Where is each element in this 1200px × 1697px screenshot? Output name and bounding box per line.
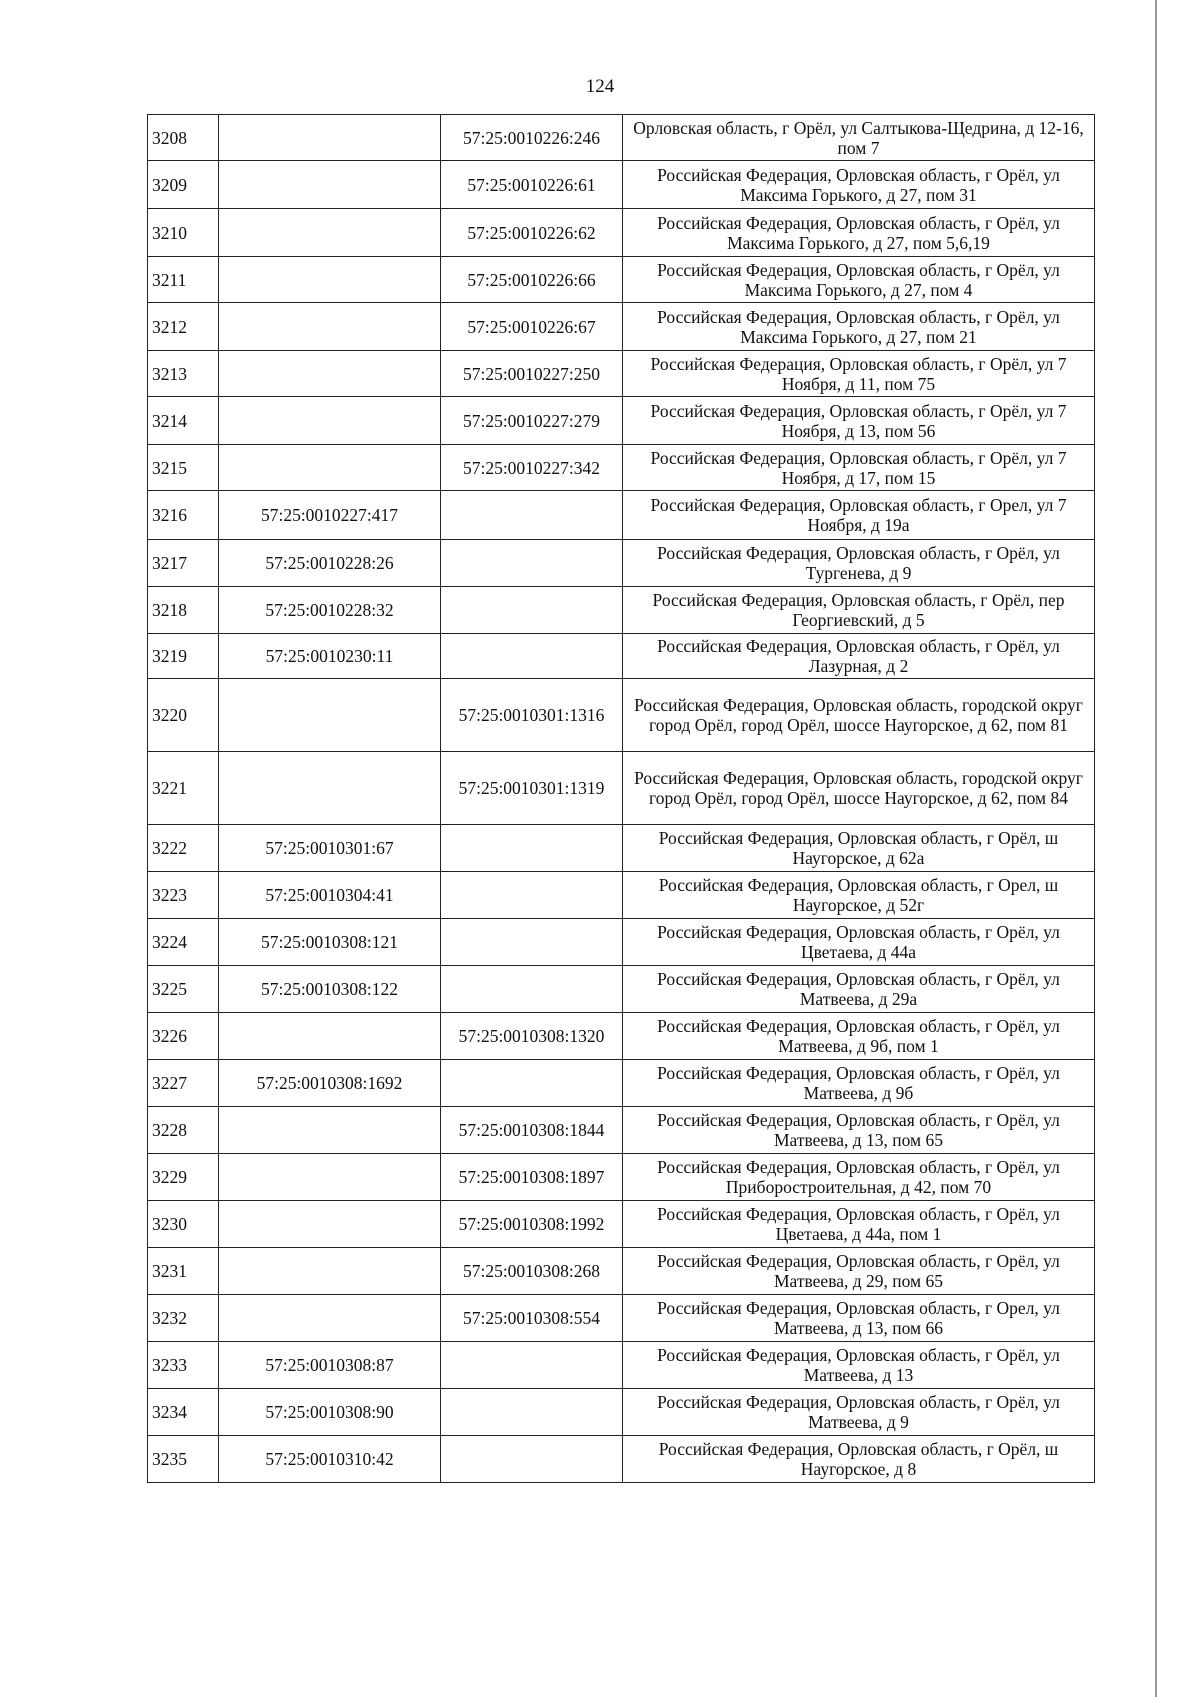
cadastral-number-premise — [441, 634, 623, 679]
cadastral-number-premise — [441, 919, 623, 966]
table-row — [148, 540, 1095, 587]
row-number: 3222 — [148, 825, 219, 872]
cadastral-number-building — [219, 397, 441, 445]
table-row — [148, 634, 1095, 679]
cadastral-number-premise: 57:25:0010226:61 — [441, 161, 623, 209]
cadastral-number-building — [219, 679, 441, 752]
cadastral-number-premise: 57:25:0010308:1992 — [441, 1201, 623, 1248]
table-row — [148, 397, 1095, 445]
table-row — [148, 1436, 1095, 1483]
cadastral-number-building — [219, 1013, 441, 1060]
address-cell: Российская Федерация, Орловская область, г Орёл, ул 7 Ноября, д 11, пом 75 — [623, 351, 1095, 397]
address-cell: Российская Федерация, Орловская область, г Орёл, ул Приборостроительная, д 42, пом 70 — [623, 1154, 1095, 1201]
cadastral-number-premise: 57:25:0010308:1844 — [441, 1107, 623, 1154]
table-row — [148, 445, 1095, 491]
address-cell: Российская Федерация, Орловская область, г Орёл, ул Матвеева, д 9 — [623, 1389, 1095, 1436]
cadastral-number-building: 57:25:0010228:32 — [219, 587, 441, 634]
cadastral-number-premise: 57:25:0010226:62 — [441, 209, 623, 257]
row-number: 3233 — [148, 1342, 219, 1389]
table-row — [148, 1154, 1095, 1201]
row-number: 3218 — [148, 587, 219, 634]
table-row — [148, 825, 1095, 872]
address-cell: Российская Федерация, Орловская область, г Орёл, ул Максима Горького, д 27, пом 31 — [623, 161, 1095, 209]
cadastral-number-premise — [441, 1342, 623, 1389]
row-number: 3227 — [148, 1060, 219, 1107]
row-number: 3231 — [148, 1248, 219, 1295]
address-cell: Российская Федерация, Орловская область, г Орёл, ул Матвеева, д 9б, пом 1 — [623, 1013, 1095, 1060]
table-row — [148, 1201, 1095, 1248]
address-cell: Российская Федерация, Орловская область, г Орёл, ш Наугорское, д 8 — [623, 1436, 1095, 1483]
row-number: 3210 — [148, 209, 219, 257]
table-row — [148, 752, 1095, 825]
cadastral-number-premise: 57:25:0010227:250 — [441, 351, 623, 397]
row-number: 3209 — [148, 161, 219, 209]
cadastral-number-building: 57:25:0010310:42 — [219, 1436, 441, 1483]
row-number: 3211 — [148, 257, 219, 303]
cadastral-number-building — [219, 1248, 441, 1295]
table-row — [148, 587, 1095, 634]
table-row — [148, 872, 1095, 919]
address-cell: Российская Федерация, Орловская область, городской округ город Орёл, город Орёл, шоссе Наугорское, д 62, пом 81 — [623, 679, 1095, 752]
cadastral-number-building — [219, 752, 441, 825]
table-row — [148, 1295, 1095, 1342]
row-number: 3226 — [148, 1013, 219, 1060]
cadastral-number-building — [219, 445, 441, 491]
cadastral-number-building — [219, 1107, 441, 1154]
cadastral-number-building: 57:25:0010308:1692 — [219, 1060, 441, 1107]
address-cell: Российская Федерация, Орловская область, г Орёл, ул 7 Ноября, д 13, пом 56 — [623, 397, 1095, 445]
cadastral-number-building — [219, 209, 441, 257]
page-number: 124 — [585, 76, 615, 97]
address-cell: Российская Федерация, Орловская область, городской округ город Орёл, город Орёл, шоссе Наугорское, д 62, пом 84 — [623, 752, 1095, 825]
cadastral-number-building — [219, 303, 441, 351]
row-number: 3213 — [148, 351, 219, 397]
cadastral-number-building — [219, 115, 441, 161]
row-number: 3223 — [148, 872, 219, 919]
row-number: 3220 — [148, 679, 219, 752]
cadastral-number-premise: 57:25:0010227:279 — [441, 397, 623, 445]
address-cell: Российская Федерация, Орловская область, г Орёл, ул Максима Горького, д 27, пом 21 — [623, 303, 1095, 351]
cadastral-number-premise — [441, 540, 623, 587]
table-row — [148, 257, 1095, 303]
table-row — [148, 919, 1095, 966]
table-row — [148, 115, 1095, 161]
cadastral-number-building — [219, 351, 441, 397]
address-cell: Российская Федерация, Орловская область, г Орёл, ул Цветаева, д 44а — [623, 919, 1095, 966]
cadastral-number-premise: 57:25:0010227:342 — [441, 445, 623, 491]
cadastral-number-building — [219, 161, 441, 209]
row-number: 3234 — [148, 1389, 219, 1436]
cadastral-number-premise — [441, 1389, 623, 1436]
cadastral-number-premise: 57:25:0010301:1319 — [441, 752, 623, 825]
address-cell: Орловская область, г Орёл, ул Салтыкова-Щедрина, д 12-16, пом 7 — [623, 115, 1095, 161]
address-cell: Российская Федерация, Орловская область, г Орёл, ш Наугорское, д 62а — [623, 825, 1095, 872]
table-row — [148, 1389, 1095, 1436]
cadastral-number-premise: 57:25:0010308:1897 — [441, 1154, 623, 1201]
cadastral-number-premise: 57:25:0010308:268 — [441, 1248, 623, 1295]
cadastral-number-premise — [441, 1436, 623, 1483]
table-row — [148, 1013, 1095, 1060]
scan-edge-line — [1155, 0, 1157, 1697]
cadastral-number-premise: 57:25:0010308:1320 — [441, 1013, 623, 1060]
row-number: 3216 — [148, 491, 219, 540]
address-cell: Российская Федерация, Орловская область, г Орёл, ул Максима Горького, д 27, пом 5,6,19 — [623, 209, 1095, 257]
table-row — [148, 303, 1095, 351]
cadastral-number-building: 57:25:0010308:90 — [219, 1389, 441, 1436]
row-number: 3214 — [148, 397, 219, 445]
address-cell: Российская Федерация, Орловская область, г Орёл, ул Матвеева, д 13 — [623, 1342, 1095, 1389]
table-row — [148, 1342, 1095, 1389]
cadastral-number-building: 57:25:0010308:87 — [219, 1342, 441, 1389]
address-cell: Российская Федерация, Орловская область, г Орёл, ул 7 Ноября, д 17, пом 15 — [623, 445, 1095, 491]
registry-table-body — [148, 115, 1095, 1483]
table-row — [148, 1248, 1095, 1295]
cadastral-number-premise — [441, 966, 623, 1013]
row-number: 3224 — [148, 919, 219, 966]
cadastral-number-premise — [441, 872, 623, 919]
address-cell: Российская Федерация, Орловская область, г Орёл, ул Максима Горького, д 27, пом 4 — [623, 257, 1095, 303]
cadastral-number-premise: 57:25:0010308:554 — [441, 1295, 623, 1342]
address-cell: Российская Федерация, Орловская область, г Орёл, пер Георгиевский, д 5 — [623, 587, 1095, 634]
row-number: 3228 — [148, 1107, 219, 1154]
cadastral-number-building: 57:25:0010228:26 — [219, 540, 441, 587]
table-row — [148, 1060, 1095, 1107]
table-row — [148, 161, 1095, 209]
cadastral-number-premise — [441, 587, 623, 634]
address-cell: Российская Федерация, Орловская область, г Орёл, ул Матвеева, д 13, пом 65 — [623, 1107, 1095, 1154]
address-cell: Российская Федерация, Орловская область, г Орел, ш Наугорское, д 52г — [623, 872, 1095, 919]
table-row — [148, 966, 1095, 1013]
row-number: 3217 — [148, 540, 219, 587]
address-cell: Российская Федерация, Орловская область, г Орёл, ул Тургенева, д 9 — [623, 540, 1095, 587]
cadastral-number-premise: 57:25:0010226:66 — [441, 257, 623, 303]
cadastral-number-building: 57:25:0010301:67 — [219, 825, 441, 872]
registry-table — [147, 114, 1095, 1483]
row-number: 3208 — [148, 115, 219, 161]
address-cell: Российская Федерация, Орловская область, г Орёл, ул Матвеева, д 9б — [623, 1060, 1095, 1107]
address-cell: Российская Федерация, Орловская область, г Орёл, ул Матвеева, д 29, пом 65 — [623, 1248, 1095, 1295]
cadastral-number-premise — [441, 1060, 623, 1107]
table-row — [148, 209, 1095, 257]
cadastral-number-building: 57:25:0010227:417 — [219, 491, 441, 540]
address-cell: Российская Федерация, Орловская область, г Орёл, ул Цветаева, д 44а, пом 1 — [623, 1201, 1095, 1248]
cadastral-number-building — [219, 1154, 441, 1201]
row-number: 3235 — [148, 1436, 219, 1483]
row-number: 3219 — [148, 634, 219, 679]
table-row — [148, 1107, 1095, 1154]
address-cell: Российская Федерация, Орловская область, г Орел, ул Матвеева, д 13, пом 66 — [623, 1295, 1095, 1342]
cadastral-number-building — [219, 257, 441, 303]
cadastral-number-premise: 57:25:0010226:67 — [441, 303, 623, 351]
address-cell: Российская Федерация, Орловская область, г Орёл, ул Матвеева, д 29а — [623, 966, 1095, 1013]
row-number: 3225 — [148, 966, 219, 1013]
table-row — [148, 351, 1095, 397]
row-number: 3215 — [148, 445, 219, 491]
table-row — [148, 679, 1095, 752]
cadastral-number-premise: 57:25:0010301:1316 — [441, 679, 623, 752]
cadastral-number-premise — [441, 491, 623, 540]
table-row — [148, 491, 1095, 540]
row-number: 3212 — [148, 303, 219, 351]
cadastral-number-building — [219, 1201, 441, 1248]
cadastral-number-building: 57:25:0010230:11 — [219, 634, 441, 679]
cadastral-number-building — [219, 1295, 441, 1342]
row-number: 3232 — [148, 1295, 219, 1342]
address-cell: Российская Федерация, Орловская область, г Орел, ул 7 Ноября, д 19а — [623, 491, 1095, 540]
row-number: 3221 — [148, 752, 219, 825]
cadastral-number-building: 57:25:0010304:41 — [219, 872, 441, 919]
cadastral-number-premise: 57:25:0010226:246 — [441, 115, 623, 161]
cadastral-number-building: 57:25:0010308:121 — [219, 919, 441, 966]
address-cell: Российская Федерация, Орловская область, г Орёл, ул Лазурная, д 2 — [623, 634, 1095, 679]
row-number: 3229 — [148, 1154, 219, 1201]
cadastral-number-premise — [441, 825, 623, 872]
cadastral-number-building: 57:25:0010308:122 — [219, 966, 441, 1013]
row-number: 3230 — [148, 1201, 219, 1248]
